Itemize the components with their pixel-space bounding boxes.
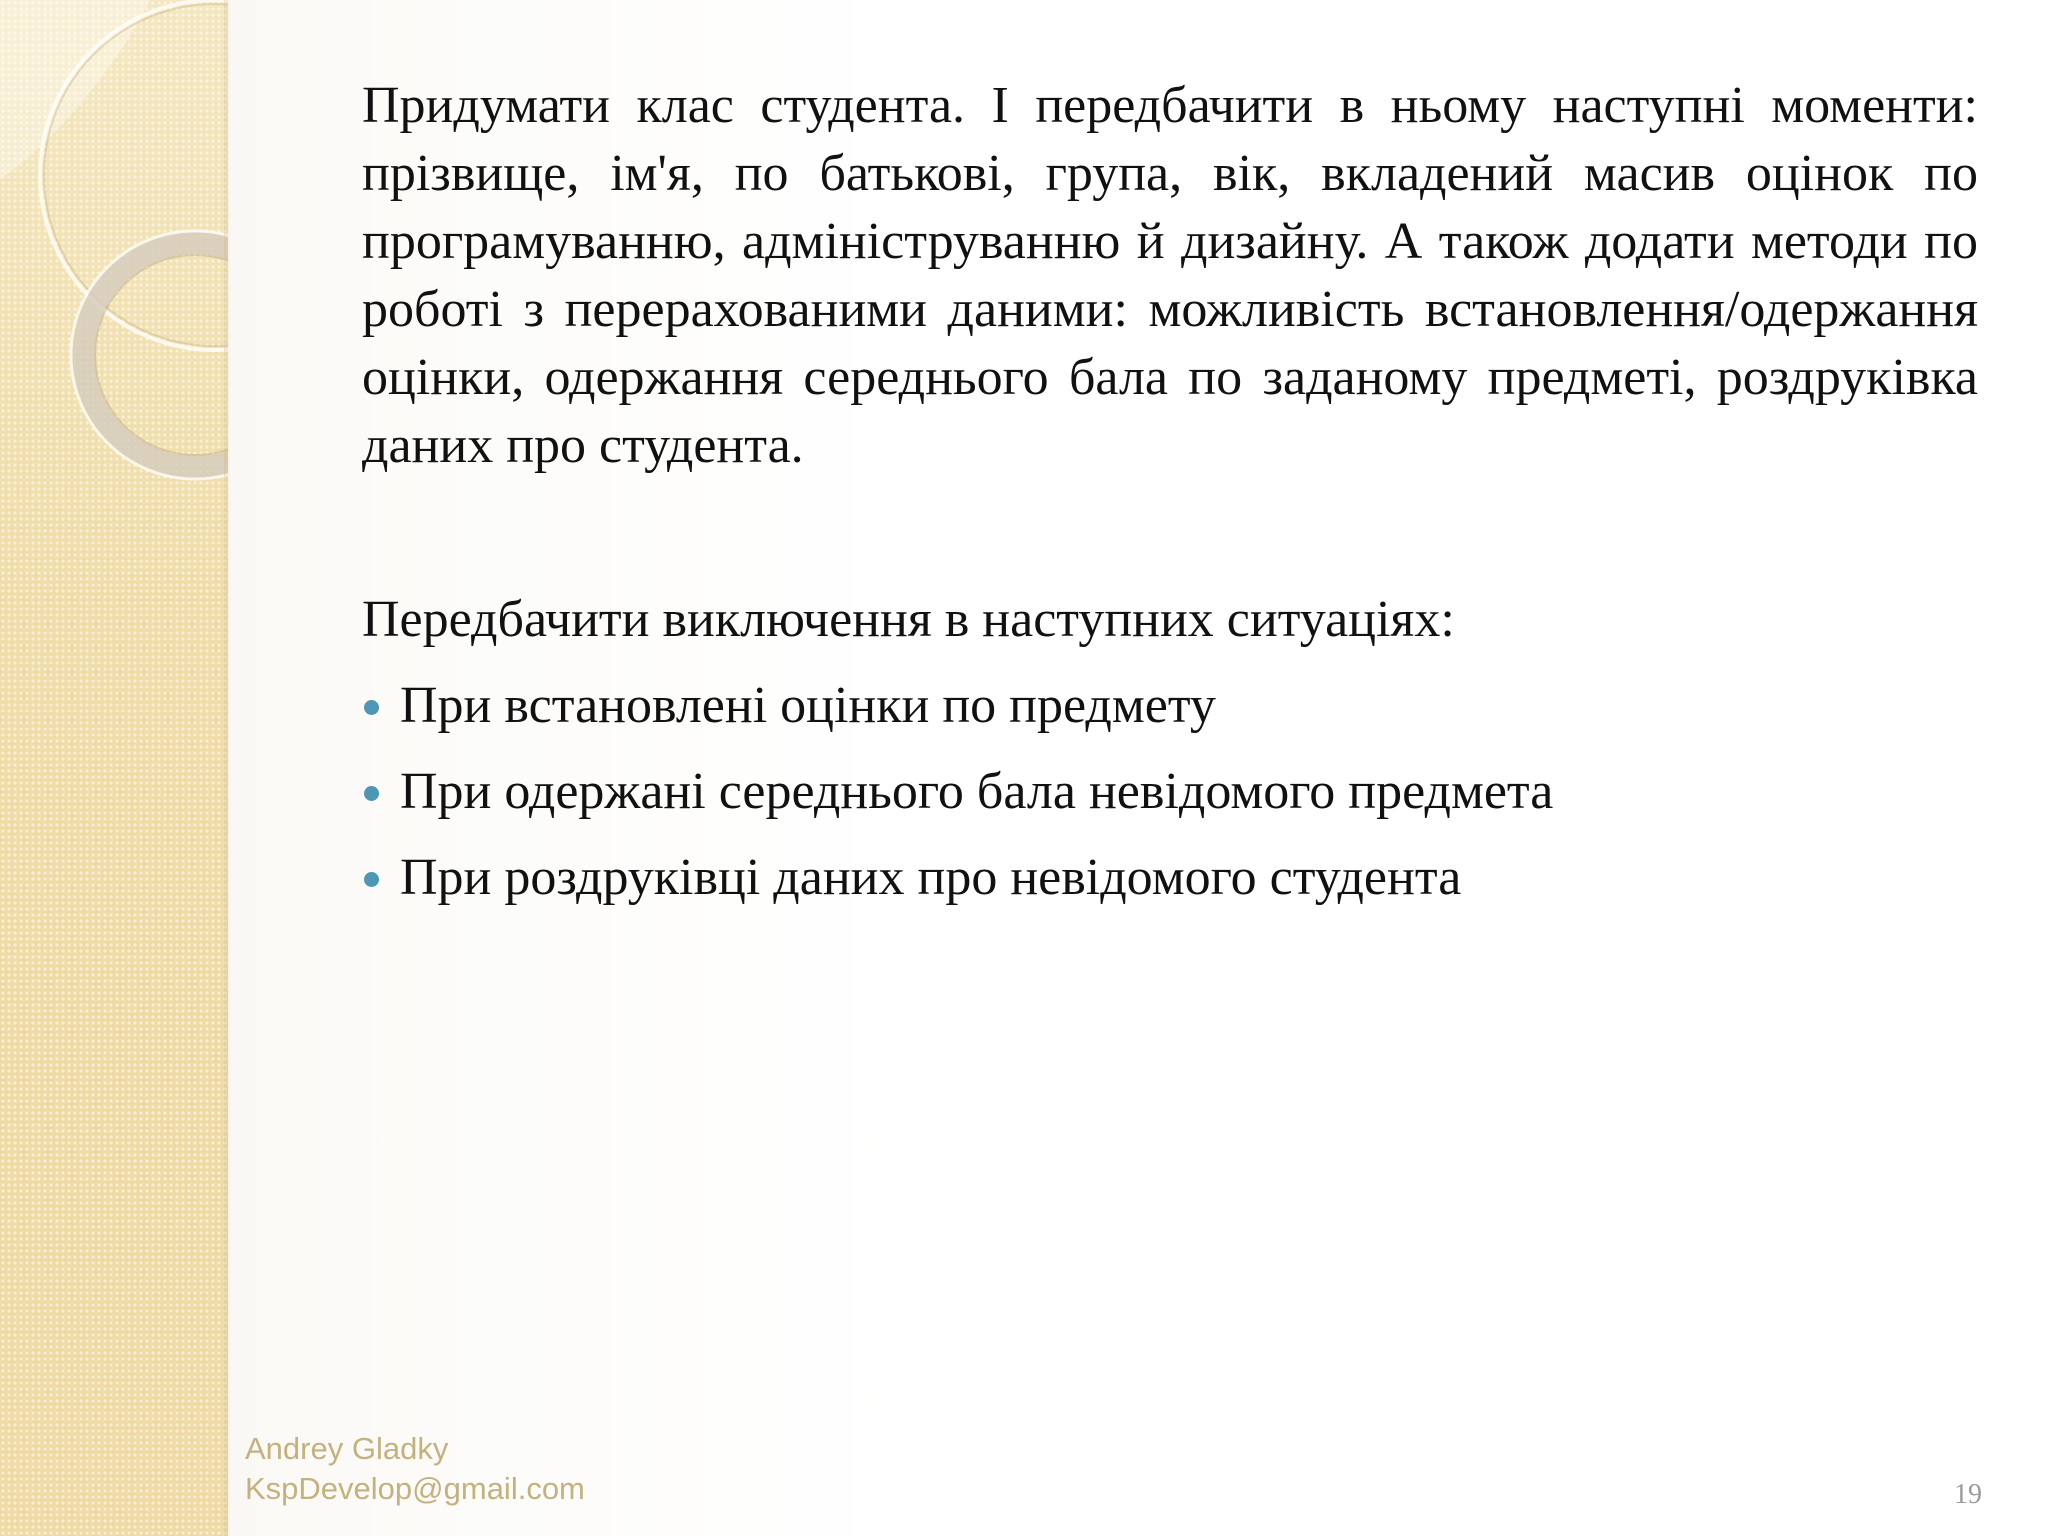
list-item-text: При роздруківці даних про невідомого студента bbox=[400, 849, 1462, 906]
list-item bbox=[362, 672, 1553, 758]
bullet-dot-icon bbox=[364, 700, 379, 715]
exceptions-heading: Передбачити виключення в наступних ситуаціях: bbox=[362, 591, 1455, 648]
list-item bbox=[362, 758, 1553, 844]
decorative-rings bbox=[0, 0, 228, 600]
bullet-dot-icon bbox=[364, 786, 379, 801]
task-description-paragraph: Придумати клас студента. І передбачити в ньому наступні моменти: прізвище, ім'я, по батькові, група, вік, вкладений масив оцінок по програмуванню, адмініструванню й дизайну. А також додати методи по роботі з перерахованими даними: можливість встановлення/одержання оцінки, одержання середнього бала по заданому предметі, роздруківка даних про студента. bbox=[362, 77, 1978, 474]
side-panel-edge bbox=[224, 0, 230, 1536]
footer-author: Andrey Gladky bbox=[245, 1431, 449, 1466]
decorative-thick-ring bbox=[83, 243, 228, 467]
footer-email: KspDevelop@gmail.com bbox=[245, 1471, 585, 1506]
list-item-text: При одержані середнього бала невідомого предмета bbox=[400, 763, 1554, 820]
decorative-side-panel bbox=[0, 0, 228, 1536]
bullet-dot-icon bbox=[364, 872, 379, 887]
page-number: 19 bbox=[1954, 1479, 1982, 1510]
list-item bbox=[362, 844, 1553, 930]
list-item-text: При встановлені оцінки по предмету bbox=[400, 677, 1216, 734]
exceptions-list bbox=[362, 672, 1553, 930]
